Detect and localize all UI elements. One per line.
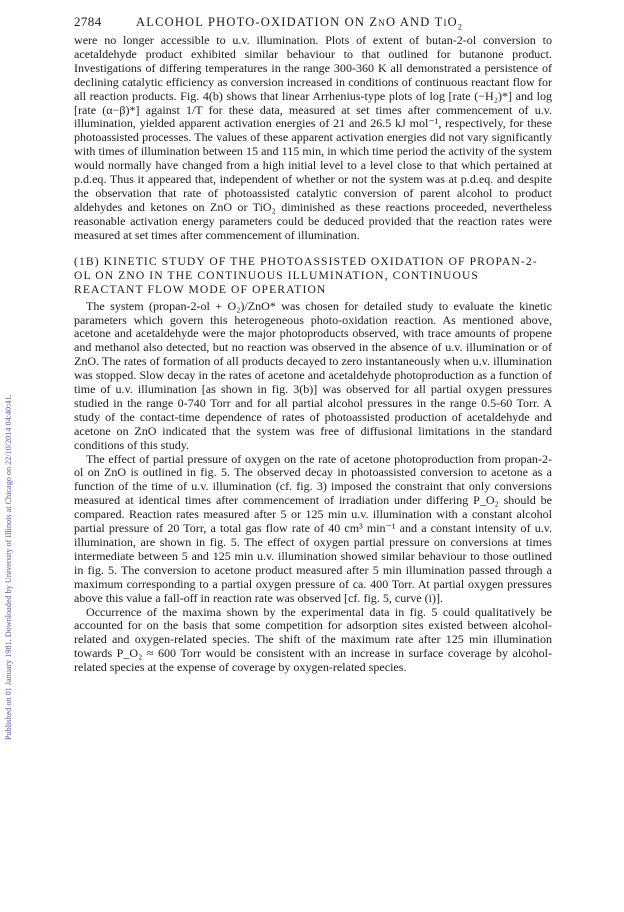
running-head [74,14,552,34]
body-paragraph-4: Occurrence of the maxima shown by the experimental data in fig. 5 could qualitatively be accounted for on the basis that some competition for adsorption sites existed between alcohol-related and oxygen-related species. The shift of the maximum rate after 125 min illumination towards P_O₂ ≈ 600 Torr would be consistent with an increase in surface coverage by alcohol-related species at the expense of coverage by oxygen-related species. [74,604,552,675]
download-watermark-text: Published on 01 January 1981. Downloaded by University of Illinois at Chicago on 22/10/2014 04:40:41. [4,394,13,740]
section-heading: (1B) KINETIC STUDY OF THE PHOTOASSISTED OXIDATION OF PROPAN-2-OL ON ZNO IN THE CONTINUOUS ILLUMINATION, CONTINUOUS REACTANT FLOW MODE OF OPERATION [74,254,538,296]
download-watermark [0,40,22,740]
body-paragraph-1: were no longer accessible to u.v. illumination. Plots of extent of butan-2-ol conversion to acetaldehyde product exhibited similar behaviour to that outlined for butanone product. Investigations of differing temperatures in the range 300-360 K all demonstrated a persistence of declining catalytic efficiency as conversion increased in conditions of continuous reactant flow for all reaction products. Fig. 4(b) shows that linear Arrhenius-type plots of log [rate (−H₂)*] and log [rate (α−β)*] against 1/T for these data, measured at set times after commencement of u.v. illumination, yielded apparent activation energies of 21 and 26.5 kJ mol⁻¹, respectively, for these photoassisted processes. The values of these apparent activation energies did not vary significantly with times of illumination between 15 and 115 min, in which time period the activity of the system would normally have changed from a high initial level to a level close to that which pertained at p.d.eq. Thus it appeared that, independent of whether or not the system was at p.d.eq. and despite the observation that rate of photoassisted catalytic conversion of parent alcohol to product aldehydes and ketones on ZnO or TiO₂ diminished as these reactions proceeded, nevertheless reasonable activation energy parameters could be deduced provided that the reaction rates were measured at set times after commencement of illumination. [74,33,552,242]
running-title-text: ALCOHOL PHOTO-OXIDATION ON ZnO AND TiO [136,15,458,29]
running-title [136,15,463,32]
page-number: 2784 [74,14,102,29]
journal-page [74,14,552,675]
body-paragraph-3: The effect of partial pressure of oxygen on the rate of acetone photoproduction from propan-2-ol on ZnO is outlined in fig. 5. The observed decay in photoassisted conversion to acetone as a function of the time of u.v. illumination (cf. fig. 3) imposed the constraint that only conversions measured at identical times after commencement of irradiation under differing P_O₂ should be compared. Reaction rates measured after 5 or 125 min u.v. illumination with a constant alcohol partial pressure of 20 Torr, a total gas flow rate of 40 cm³ min⁻¹ and a constant intensity of u.v. illumination, are shown in fig. 5. The effect of oxygen partial pressure on conversions at times intermediate between 5 and 125 min u.v. illumination showed similar behaviour to those outlined in fig. 5. The conversion to acetone product measured after 5 min illumination passed through a maximum corresponding to a partial oxygen pressure of ca. 400 Torr. At partial oxygen pressures above this value a fall-off in reaction rate was observed [cf. fig. 5, curve (i)]. [74,451,552,605]
running-title-subscript: 2 [457,22,464,32]
body-paragraph-2: The system (propan-2-ol + O₂)/ZnO* was chosen for detailed study to evaluate the kinetic parameters which govern this heterogeneous photo-oxidation reaction. As mentioned above, acetone and acetaldehyde were the major photoproducts observed, with trace amounts of propene and methanol also detected, but no reaction was observed in the absence of u.v. illumination or of ZnO. The rates of formation of all products decayed to zero instantaneously when u.v. illumination was stopped. Slow decay in the rates of acetone and acetaldehyde photoproduction as a function of time of u.v. illumination [as shown in fig. 3(b)] was observed for all partial oxygen pressures studied in the range 0-740 Torr and for all partial alcohol pressures in the range 0.5-60 Torr. A study of the contact-time dependence of rates of photoassisted production of acetaldehyde and acetone on ZnO indicated that the system was free of diffusional limitations in the standard conditions of this study. [74,298,552,452]
